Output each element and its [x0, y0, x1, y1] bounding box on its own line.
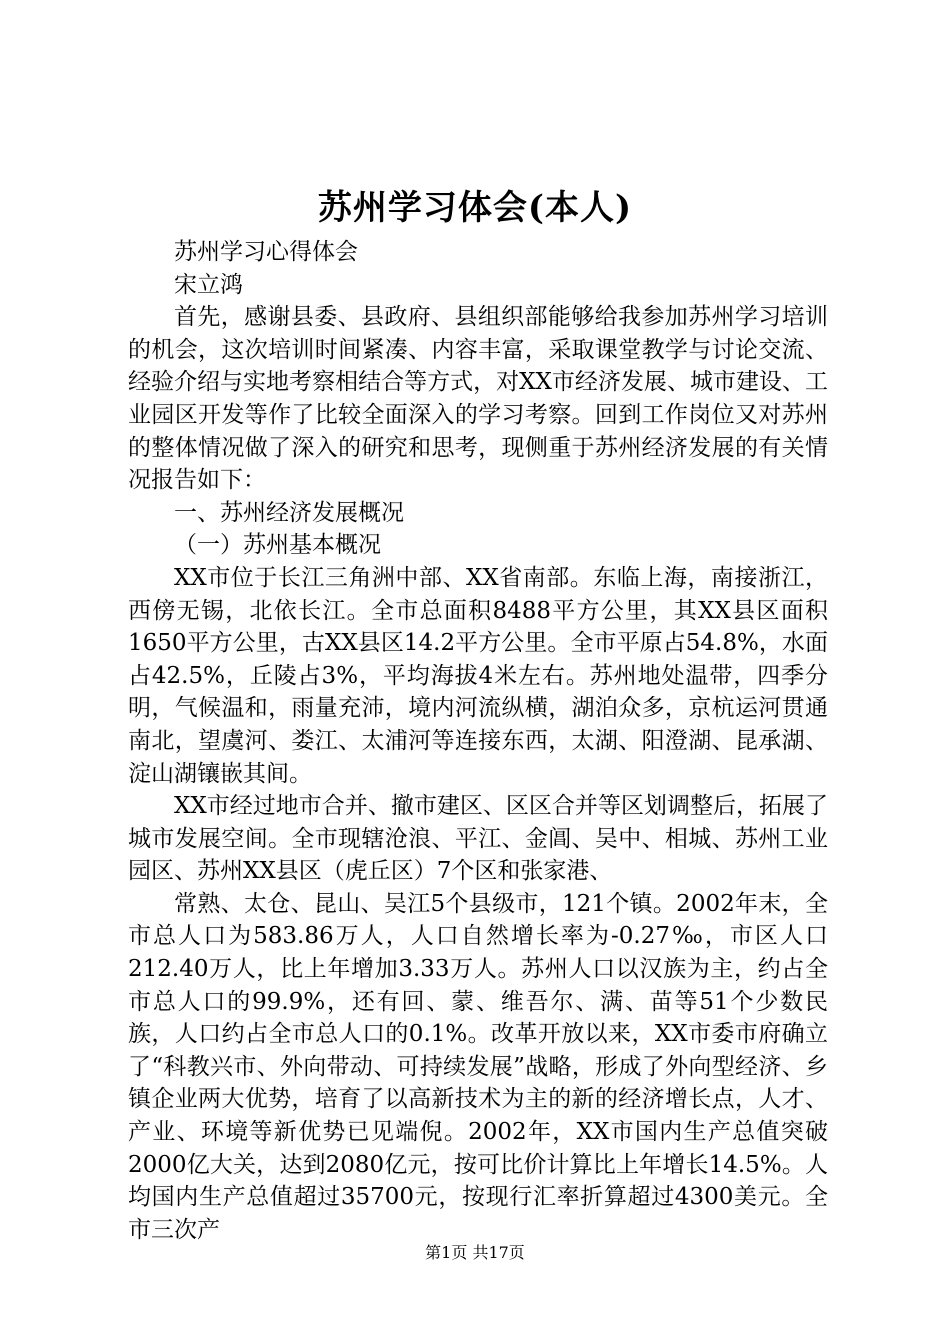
page-footer: 第1页 共17页 — [425, 1243, 525, 1262]
districts-paragraph: XX市经过地市合并、撤市建区、区区合并等区划调整后，拓展了城市发展空间。全市现辖沧浪、平江、金阊、吴中、相城、苏州工业园区、苏州XX县区（虎丘区）7个区和张家港、 — [128, 793, 828, 885]
subsection-heading: （一）苏州基本概况 — [174, 532, 381, 559]
section-heading: 一、苏州经济发展概况 — [174, 499, 404, 526]
document-body — [128, 236, 828, 1246]
subtitle-paragraph: 苏州学习心得体会 — [174, 239, 358, 265]
author-paragraph: 宋立鸿 — [174, 271, 243, 298]
population-paragraph: 常熟、太仓、昆山、吴江5个县级市，121个镇。2002年末，全市总人口为583.86万人，人口自然增长率为-0.27‰，市区人口212.40万人，比上年增加3.33万人。苏州人口以汉族为主，约占全市总人口的99.9%，还有回、蒙、维吾尔、满、苗等51个少数民族，人口约占全市总人口的0.1%。改革开放以来，XX市委市府确立了“科教兴市、外向带动、可持续发展”战略，形成了外向型经济、乡镇企业两大优势，培育了以高新技术为主的新的经济增长点，人才、产业、环境等新优势已见端倪。2002年，XX市国内生产总值突破2000亿大关，达到2080亿元，按可比价计算比上年增长14.5%。人均国内生产总值超过35700元，按现行汇率折算超过4300美元。全市三次产 — [128, 890, 828, 1243]
geography-paragraph: XX市位于长江三角洲中部、XX省南部。东临上海，南接浙江，西傍无锡，北依长江。全市总面积8488平方公里，其XX县区面积1650平方公里，古XX县区14.2平方公里。全市平原占54.8%，水面占42.5%，丘陵占3%，平均海拔4米左右。苏州地处温带，四季分明，气候温和，雨量充沛，境内河流纵横，湖泊众多，京杭运河贯通南北，望虞河、娄江、太浦河等连接东西，太湖、阳澄湖、昆承湖、淀山湖镶嵌其间。 — [128, 564, 828, 787]
document-title: 苏州学习体会(本人) — [317, 188, 633, 228]
intro-paragraph: 首先，感谢县委、县政府、县组织部能够给我参加苏州学习培训的机会，这次培训时间紧凑、内容丰富，采取课堂教学与讨论交流、经验介绍与实地考察相结合等方式，对XX市经济发展、城市建设、工业园区开发等作了比较全面深入的学习考察。回到工作岗位又对苏州的整体情况做了深入的研究和思考，现侧重于苏州经济发展的有关情况报告如下： — [128, 304, 828, 494]
